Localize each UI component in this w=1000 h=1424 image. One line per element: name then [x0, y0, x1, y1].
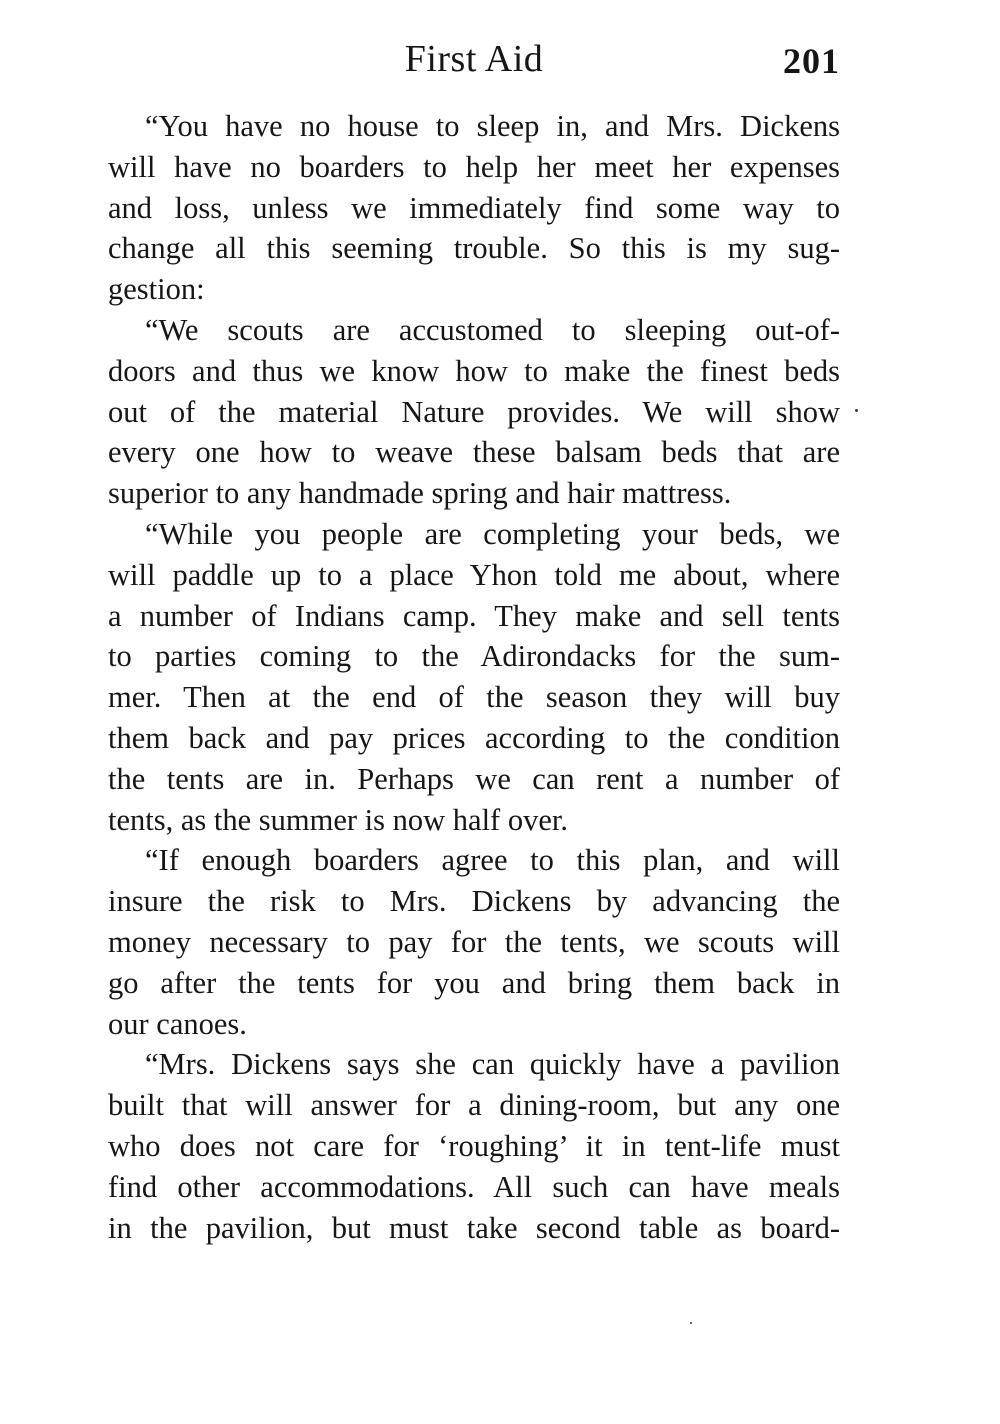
text-line: them back and pay prices according to the condition — [108, 720, 840, 755]
scan-speck — [855, 409, 858, 412]
text-line: mer. Then at the end of the season they will buy — [108, 680, 840, 715]
text-line: superior to any handmade spring and hair mattress. — [108, 476, 732, 511]
paragraph — [108, 1044, 840, 1248]
text-line: “You have no house to sleep in, and Mrs. Dickens — [145, 109, 840, 143]
text-line: money necessary to pay for the tents, we scouts will — [108, 924, 840, 959]
paragraph — [108, 840, 840, 1044]
paragraph — [108, 310, 840, 514]
text-line: built that will answer for a dining-room, but any one — [108, 1088, 840, 1123]
text-line: gestion: — [108, 272, 205, 307]
page-number: 201 — [783, 41, 840, 81]
text-line: go after the tents for you and bring them back in — [108, 965, 840, 1000]
text-line: find other accommodations. All such can have meals — [108, 1169, 840, 1204]
text-line: our canoes. — [108, 1006, 247, 1041]
running-head — [108, 34, 840, 84]
text-line: to parties coming to the Adirondacks for the sum- — [108, 639, 840, 674]
text-line: will have no boarders to help her meet her expenses — [108, 149, 840, 184]
text-line: “If enough boarders agree to this plan, and will — [145, 843, 840, 878]
text-line: “We scouts are accustomed to sleeping out-of- — [145, 312, 840, 347]
text-line: “While you people are completing your beds, we — [145, 516, 840, 551]
text-line: insure the risk to Mrs. Dickens by advancing the — [108, 884, 840, 919]
text-line: change all this seeming trouble. So this is my sug- — [108, 231, 840, 266]
text-line: “Mrs. Dickens says she can quickly have a pavilion — [145, 1047, 840, 1082]
text-line: out of the material Nature provides. We will show — [108, 394, 840, 429]
text-line: in the pavilion, but must take second table as board- — [108, 1210, 840, 1245]
text-line: every one how to weave these balsam beds that are — [108, 435, 840, 470]
text-line: tents, as the summer is now half over. — [108, 802, 568, 837]
text-line: who does not care for ‘roughing’ it in tent-life must — [108, 1128, 840, 1163]
text-line: doors and thus we know how to make the finest beds — [108, 353, 840, 388]
text-line: the tents are in. Perhaps we can rent a number of — [108, 761, 840, 796]
scan-speck — [690, 1322, 692, 1324]
running-title: First Aid — [404, 38, 544, 80]
paragraph — [108, 106, 840, 310]
paragraph — [108, 514, 840, 840]
body-text — [108, 106, 840, 1248]
text-line: a number of Indians camp. They make and sell tents — [108, 598, 840, 633]
text-line: will paddle up to a place Yhon told me about, where — [108, 557, 840, 592]
text-line: and loss, unless we immediately find some way to — [108, 190, 840, 225]
